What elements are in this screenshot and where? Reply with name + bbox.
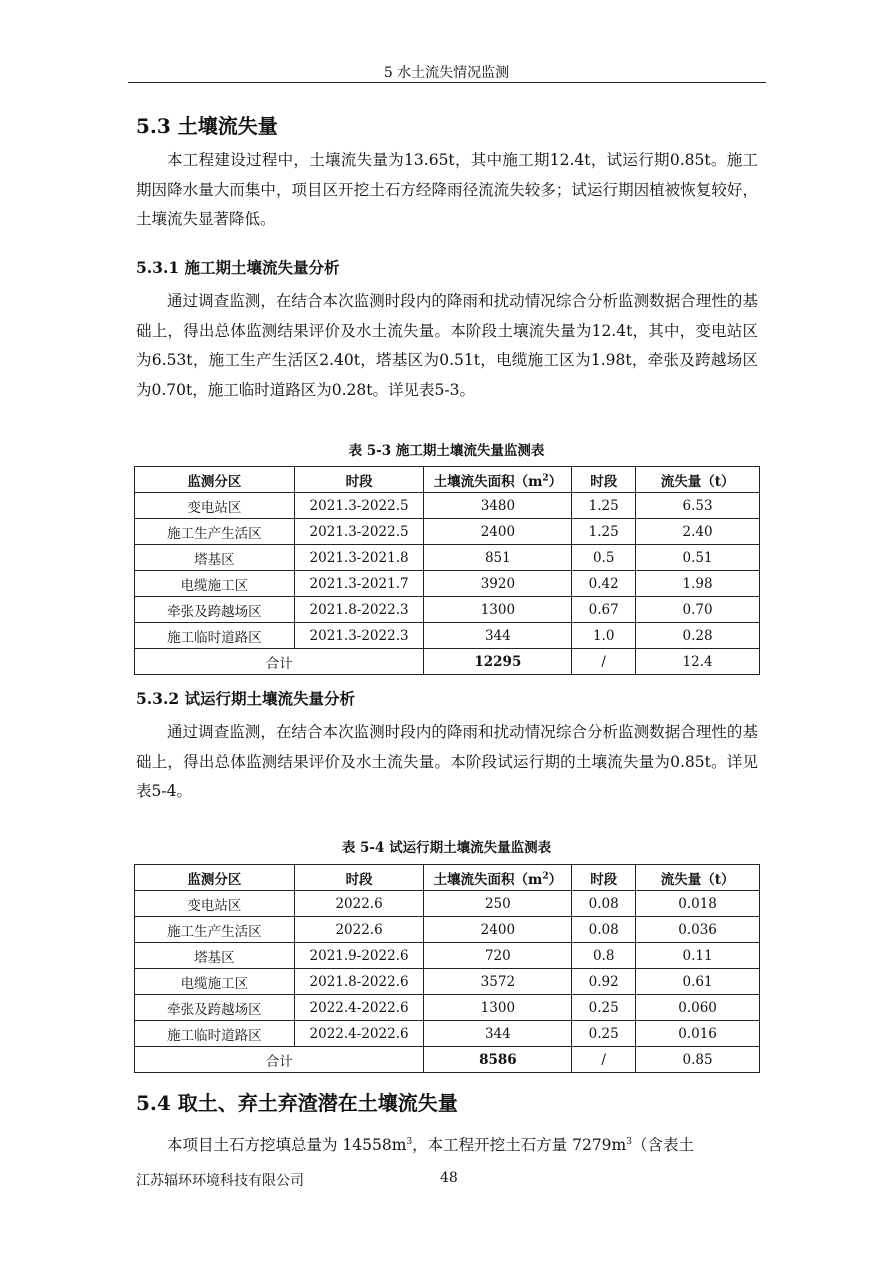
total-loss: 0.85	[636, 1047, 760, 1073]
table-5-3	[134, 466, 760, 675]
table-total-row	[135, 1047, 760, 1073]
cell: 施工生产生活区	[135, 917, 295, 943]
cell: 851	[424, 545, 572, 571]
cell: 0.016	[636, 1021, 760, 1047]
cell: 2400	[424, 519, 572, 545]
table-row	[135, 1021, 760, 1047]
cell: 344	[424, 623, 572, 649]
section-5-4-paragraph	[136, 1128, 758, 1161]
para-sup-1: 3	[406, 1137, 413, 1147]
cell: 3480	[424, 493, 572, 519]
cell: 0.8	[572, 943, 636, 969]
section-heading-5-3: 5.3 土壤流失量	[136, 114, 278, 138]
page-header-title: 5 水土流失情况监测	[383, 65, 510, 81]
col-header-area	[424, 467, 572, 493]
table-row	[135, 891, 760, 917]
area-label-close: ）	[548, 473, 563, 490]
cell: 2021.3-2022.3	[294, 623, 424, 649]
total-loss: 12.4	[636, 649, 760, 675]
col-header-period: 时段	[294, 865, 424, 891]
footer-company: 江苏辐环环境科技有限公司	[136, 1173, 304, 1189]
col-header-loss: 流失量（t）	[636, 865, 760, 891]
col-header-zone: 监测分区	[135, 467, 295, 493]
cell: 塔基区	[135, 943, 295, 969]
cell: 施工临时道路区	[135, 1021, 295, 1047]
section-5-3-1-paragraph: 通过调查监测，在结合本次监测时段内的降雨和扰动情况综合分析监测数据合理性的基础上，得出总体监测结果评价及水土流失量。本阶段土壤流失量为12.4t，其中，变电站区为6.53t，施工生产生活区2.40t，塔基区为0.51t，电缆施工区为1.98t，牵张及跨越场区为0.70t，施工临时道路区为0.28t。详见表5-3。	[136, 292, 758, 399]
table-row	[135, 943, 760, 969]
table-row	[135, 493, 760, 519]
cell: 3920	[424, 571, 572, 597]
cell: 2.40	[636, 519, 760, 545]
total-area: 8586	[424, 1047, 572, 1073]
cell: 电缆施工区	[135, 571, 295, 597]
table-5-3-caption: 表 5-3 施工期土壤流失量监测表	[348, 443, 545, 459]
table-row	[135, 623, 760, 649]
cell: 牵张及跨越场区	[135, 597, 295, 623]
cell: 牵张及跨越场区	[135, 995, 295, 1021]
cell: 6.53	[636, 493, 760, 519]
cell: 2022.6	[294, 891, 424, 917]
area-label-close: ）	[548, 871, 563, 888]
cell: 施工生产生活区	[135, 519, 295, 545]
cell: 2021.9-2022.6	[294, 943, 424, 969]
cell: 0.25	[572, 1021, 636, 1047]
para-text-c: （含表土	[631, 1136, 694, 1155]
cell: 2021.3-2021.8	[294, 545, 424, 571]
section-5-3-2-paragraph: 通过调查监测，在结合本次监测时段内的降雨和扰动情况综合分析监测数据合理性的基础上，得出总体监测结果评价及水土流失量。本阶段试运行期的土壤流失量为0.85t。详见表5-4。	[136, 723, 758, 800]
cell: 变电站区	[135, 493, 295, 519]
cell: 0.5	[572, 545, 636, 571]
table-total-row	[135, 649, 760, 675]
table-row	[135, 597, 760, 623]
cell: 2021.8-2022.3	[294, 597, 424, 623]
cell: 720	[424, 943, 572, 969]
cell: 344	[424, 1021, 572, 1047]
cell: 2022.4-2022.6	[294, 1021, 424, 1047]
section-heading-5-4: 5.4 取土、弃土弃渣潜在土壤流失量	[136, 1091, 458, 1115]
area-label: 土壤流失面积（m	[433, 473, 543, 490]
total-duration: /	[572, 1047, 636, 1073]
total-label: 合计	[135, 1047, 424, 1073]
cell: 塔基区	[135, 545, 295, 571]
cell: 0.70	[636, 597, 760, 623]
table-row	[135, 519, 760, 545]
cell: 电缆施工区	[135, 969, 295, 995]
cell: 2022.6	[294, 917, 424, 943]
header-rule	[128, 82, 766, 83]
col-header-duration: 时段	[572, 467, 636, 493]
cell: 2022.4-2022.6	[294, 995, 424, 1021]
table-row	[135, 995, 760, 1021]
cell: 1.98	[636, 571, 760, 597]
section-heading-5-3-1: 5.3.1 施工期土壤流失量分析	[136, 258, 340, 277]
cell: 0.42	[572, 571, 636, 597]
area-sup: 2	[542, 871, 549, 881]
cell: 2021.8-2022.6	[294, 969, 424, 995]
col-header-zone: 监测分区	[135, 865, 295, 891]
table-row	[135, 545, 760, 571]
cell: 0.92	[572, 969, 636, 995]
cell: 1.0	[572, 623, 636, 649]
cell: 250	[424, 891, 572, 917]
area-label: 土壤流失面积（m	[433, 871, 543, 888]
cell: 0.25	[572, 995, 636, 1021]
area-sup: 2	[542, 473, 549, 483]
cell: 施工临时道路区	[135, 623, 295, 649]
cell: 2021.3-2022.5	[294, 519, 424, 545]
cell: 0.08	[572, 891, 636, 917]
cell: 1.25	[572, 519, 636, 545]
section-5-3-paragraph: 本工程建设过程中，土壤流失量为13.65t，其中施工期12.4t，试运行期0.85t。施工期因降水量大而集中，项目区开挖土石方经降雨径流流失较多；试运行期因植被恢复较好，土壤流失显著降低。	[136, 151, 758, 228]
table-5-4	[134, 864, 760, 1073]
table-row	[135, 969, 760, 995]
cell: 2400	[424, 917, 572, 943]
cell: 1.25	[572, 493, 636, 519]
table-header-row	[135, 865, 760, 891]
cell: 2021.3-2022.5	[294, 493, 424, 519]
col-header-duration: 时段	[572, 865, 636, 891]
cell: 1300	[424, 995, 572, 1021]
cell: 0.11	[636, 943, 760, 969]
cell: 3572	[424, 969, 572, 995]
cell: 0.28	[636, 623, 760, 649]
para-text-a: 本项目土石方挖填总量为 14558m	[167, 1136, 407, 1155]
cell: 0.61	[636, 969, 760, 995]
para-sup-2: 3	[626, 1137, 632, 1147]
table-row	[135, 571, 760, 597]
col-header-loss: 流失量（t）	[636, 467, 760, 493]
cell: 2021.3-2021.7	[294, 571, 424, 597]
cell: 0.51	[636, 545, 760, 571]
col-header-period: 时段	[294, 467, 424, 493]
cell: 0.018	[636, 891, 760, 917]
cell: 0.036	[636, 917, 760, 943]
total-label: 合计	[135, 649, 424, 675]
cell: 变电站区	[135, 891, 295, 917]
table-header-row	[135, 467, 760, 493]
para-text-b: ，本工程开挖土石方量 7279m	[412, 1136, 627, 1155]
col-header-area	[424, 865, 572, 891]
table-5-4-caption: 表 5-4 试运行期土壤流失量监测表	[341, 840, 552, 856]
total-area: 12295	[424, 649, 572, 675]
cell: 0.060	[636, 995, 760, 1021]
footer-page-number: 48	[440, 1170, 458, 1186]
total-duration: /	[572, 649, 636, 675]
cell: 0.67	[572, 597, 636, 623]
table-row	[135, 917, 760, 943]
section-heading-5-3-2: 5.3.2 试运行期土壤流失量分析	[136, 689, 356, 708]
cell: 1300	[424, 597, 572, 623]
cell: 0.08	[572, 917, 636, 943]
